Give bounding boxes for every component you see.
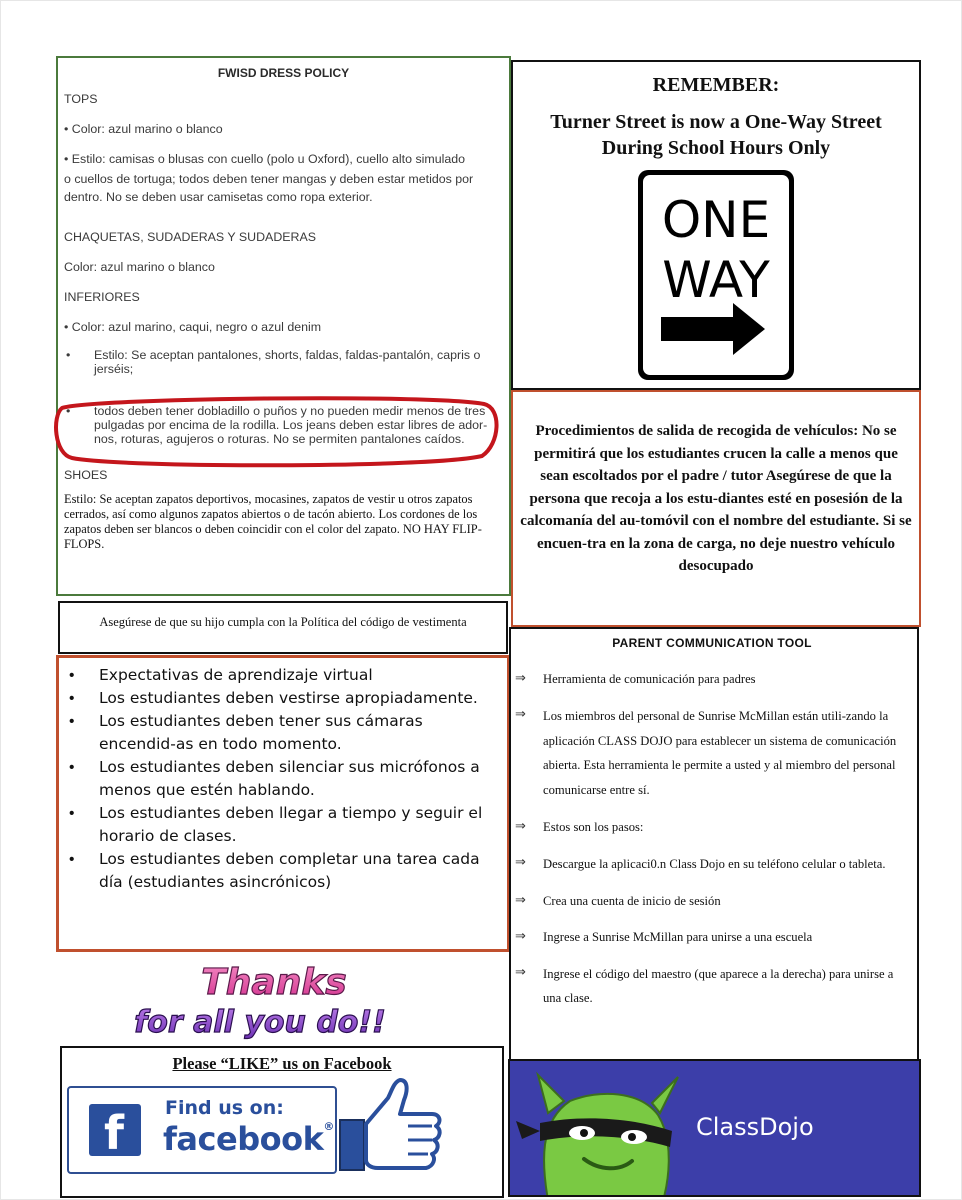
list-item-text: Estos son los pasos:: [543, 820, 644, 834]
bullet: •: [69, 805, 75, 822]
list-item-text: Ingrese a Sunrise McMillan para unirse a una escuela: [543, 930, 813, 944]
bottoms-style: Estilo: Se aceptan pantalones, shorts, faldas, faldas-pantalón, capris o jerséis;: [94, 348, 481, 376]
tops-heading: TOPS: [64, 92, 98, 106]
list-item-text: Ingrese el código del maestro (que aparece a la derecha) para unirse a una clase.: [543, 967, 894, 1005]
classdojo-logo-box: [508, 1059, 921, 1197]
facebook-badge[interactable]: [67, 1086, 337, 1174]
jackets-heading: CHAQUETAS, SUDADERAS Y SUDADERAS: [64, 230, 317, 244]
list-item: [65, 664, 497, 687]
list-item: [65, 848, 497, 894]
list-item-text: Descargue la aplicaci0.n Class Dojo en su teléfono celular o tableta.: [543, 857, 886, 871]
list-item-text: Los estudiantes deben silenciar sus micrófonos a menos que estén hablando.: [99, 758, 480, 799]
list-item: [515, 962, 909, 1010]
list-item-text: Los estudiantes deben completar una tarea cada día (estudiantes asincrónicos): [99, 850, 480, 891]
dress-policy-box: [56, 56, 511, 596]
arrow-right-icon: ⇒: [515, 819, 526, 834]
list-item-text: Los estudiantes deben tener sus cámaras encendid-as en todo momento.: [99, 712, 423, 753]
list-item: [515, 890, 909, 912]
list-item-text: Los miembros del personal de Sunrise McMillan están utili-zando la aplicación CLASS DOJO para establecer un sistema de comunicación abierta. Esta herramienta le permite a usted y al miembro del personal comunicarse entre sí.: [543, 709, 897, 797]
facebook-icon-letter: f: [104, 1106, 125, 1160]
pickup-procedures-text: Procedimientos de salida de recogida de vehículos: No se permitirá que los estudiantes crucen la calle a menos que sean escoltados por el padre / tutor Asegúrese de que la persona que recoja a los estu-diantes esté en posesión de la calcomanía del au-tomóvil con el nombre del estudiante. Si se encuen-tra en la zona de carga, no deje nuestro vehículo desocupado: [520, 423, 912, 574]
bullet: •: [69, 690, 75, 707]
list-item: [515, 926, 909, 948]
arrow-right-icon: ⇒: [515, 855, 526, 870]
facebook-icon: [89, 1104, 141, 1160]
virtual-learning-box: [56, 655, 510, 952]
bullet: •: [69, 759, 75, 776]
remember-heading: REMEMBER:: [652, 74, 780, 96]
list-item: [515, 668, 909, 690]
list-item: [65, 687, 497, 710]
list-item-text: Expectativas de aprendizaje virtual: [99, 666, 373, 684]
list-item: [515, 704, 909, 802]
thumbs-up-icon: [338, 1076, 442, 1174]
arrow-right-icon: ⇒: [515, 965, 526, 980]
list-item: [65, 710, 497, 756]
list-item-text: Herramienta de comunicación para padres: [543, 672, 756, 686]
registered-mark: ®: [323, 1120, 334, 1133]
facebook-wordmark-text: facebook: [163, 1120, 324, 1158]
arrow-right-icon: ⇒: [515, 671, 526, 686]
one-way-notice-line2: During School Hours Only: [601, 137, 831, 159]
thanks-word-art: [62, 960, 462, 1040]
dress-policy-title: FWISD DRESS POLICY: [217, 66, 350, 80]
arrow-right-icon: ⇒: [515, 707, 526, 722]
classdojo-label: ClassDojo: [696, 1113, 814, 1141]
bottoms-style-item: [64, 348, 503, 376]
tops-style-continued: o cuellos de tortuga; todos deben tener mangas y deben estar metidos por dentro. No se deben usar camisetas como ropa exterior.: [64, 172, 474, 204]
facebook-like-text: Please “LIKE” us on Facebook: [172, 1054, 392, 1073]
list-item-text: Crea una cuenta de inicio de sesión: [543, 894, 721, 908]
shoes-text: Estilo: Se aceptan zapatos deportivos, mocasines, zapatos de vestir u otros zapatos cerrados, así como algunos zapatos abiertos o de tacón abierto. Los cordones de los zapatos deben ser blancos o deben coincidir con el color del zapato. NO HAY FLIP-FLOPS.: [64, 492, 482, 551]
pickup-procedures-box: [511, 390, 921, 627]
dress-code-reminder-text: Asegúrese de que su hijo cumpla con la Política del código de vestimenta: [99, 615, 467, 629]
sign-way-text: WAY: [662, 251, 770, 309]
arrow-right-icon: ⇒: [515, 893, 526, 908]
thanks-line2: for all you do!!: [134, 1005, 386, 1040]
bottoms-color: • Color: azul marino, caqui, negro o azul denim: [64, 320, 322, 334]
one-way-notice-line1: Turner Street is now a One-Way Street: [550, 111, 882, 133]
bottoms-heading: INFERIORES: [64, 290, 140, 304]
list-item: [65, 802, 497, 848]
facebook-box: [60, 1046, 504, 1198]
find-us-text: Find us on:: [165, 1097, 284, 1119]
jackets-color: Color: azul marino o blanco: [64, 260, 215, 274]
thanks-line1: Thanks: [201, 962, 347, 1003]
red-highlight-oval: [52, 396, 500, 468]
list-item-text: Los estudiantes deben llegar a tiempo y seguir el horario de clases.: [99, 804, 483, 845]
one-way-sign: [637, 169, 795, 381]
one-way-notice: [513, 109, 919, 161]
tops-style: • Estilo: camisas o blusas con cuello (polo u Oxford), cuello alto simulado: [64, 152, 466, 166]
shoes-heading: SHOES: [64, 468, 108, 482]
parent-communication-title: PARENT COMMUNICATION TOOL: [612, 636, 812, 650]
list-item-text: Los estudiantes deben vestirse apropiadamente.: [99, 689, 478, 707]
dress-code-reminder-box: [58, 601, 508, 654]
remember-box: [511, 60, 921, 390]
bullet: •: [69, 667, 75, 684]
arrow-right-icon: ⇒: [515, 929, 526, 944]
facebook-wordmark: [163, 1120, 334, 1158]
list-item: [515, 852, 909, 876]
bullet: •: [66, 348, 71, 362]
bullet: •: [69, 851, 75, 868]
list-item: [65, 756, 497, 802]
list-item: [515, 816, 909, 838]
hem-rule: todos deben tener dobladillo o puños y no pueden medir menos de tres pulgadas por encima de la rodilla. Los jeans deben estar libres de ador-nos, roturas, agujeros o roturas. No se permiten pantalones caídos.: [94, 404, 488, 446]
bullet: •: [69, 713, 75, 730]
classdojo-monster-icon: [510, 1061, 690, 1197]
tops-color: • Color: azul marino o blanco: [64, 122, 223, 136]
bullet: •: [66, 404, 71, 418]
sign-one-text: ONE: [661, 191, 771, 249]
parent-communication-box: [509, 627, 919, 1059]
